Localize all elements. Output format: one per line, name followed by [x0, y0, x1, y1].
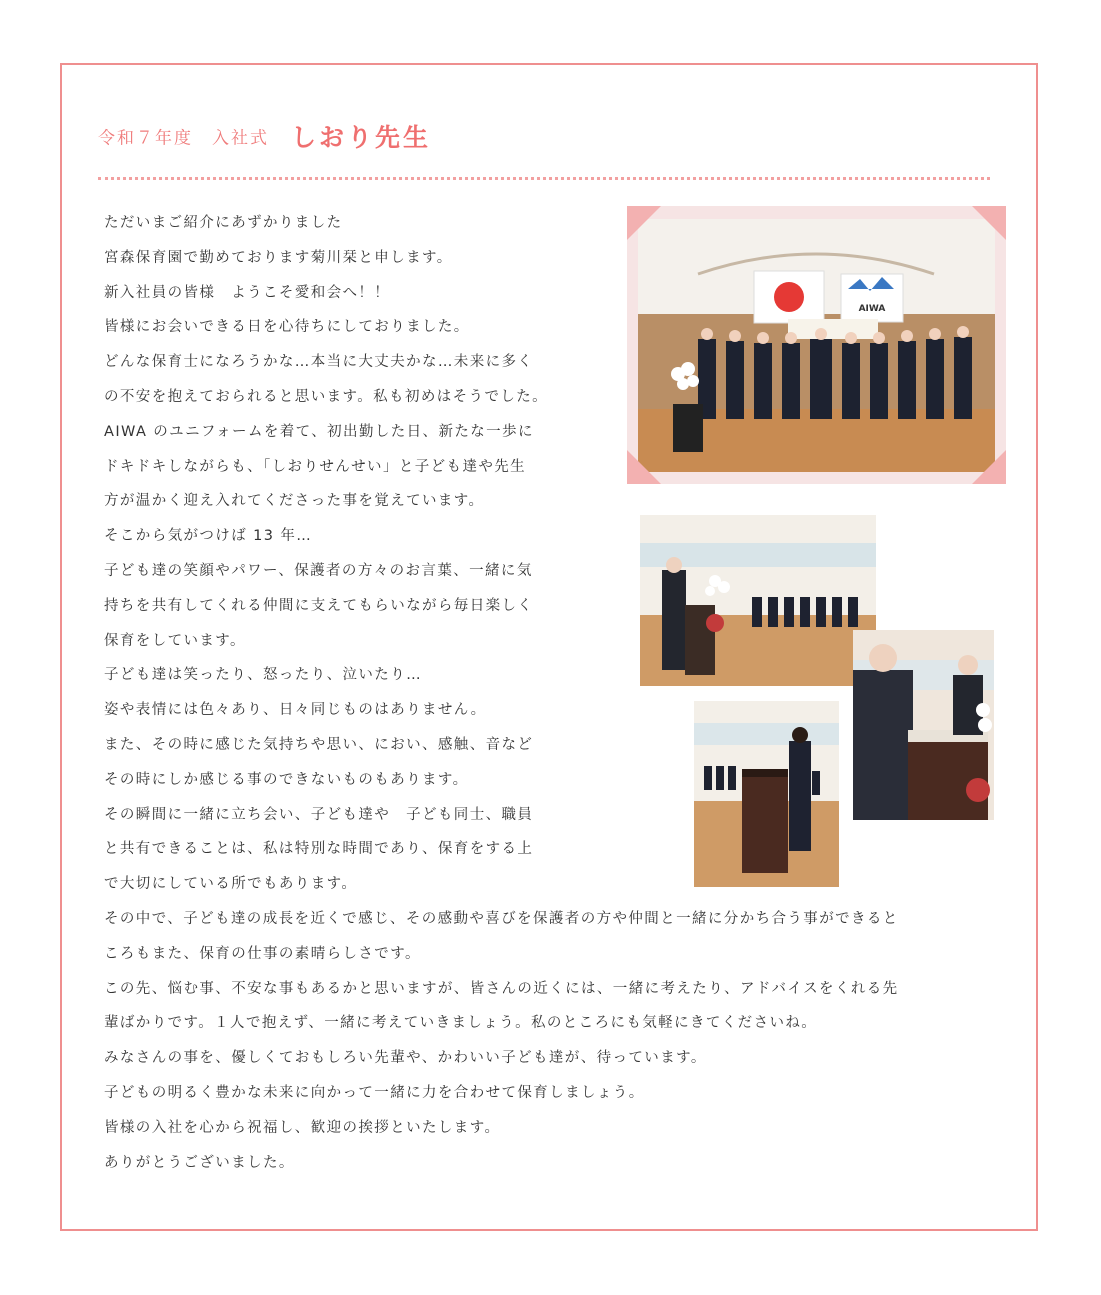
group-photo — [638, 219, 995, 472]
text-line: 子ども達の笑顔やパワー、保護者の方々のお言葉、一緒に気 — [104, 562, 533, 579]
text-line: ありがとうございました。 — [104, 1154, 295, 1171]
text-line: 子どもの明るく豊かな未来に向かって一緒に力を合わせて保育しましょう。 — [104, 1084, 645, 1101]
text-line: の不安を抱えておられると思います。私も初めはそうでした。 — [104, 388, 549, 405]
corner-tab-top-left — [627, 206, 661, 240]
text-line: また、その時に感じた気持ちや思い、におい、感触、音など — [104, 736, 534, 753]
text-line: と共有できることは、私は特別な時間であり、保育をする上 — [104, 841, 534, 858]
page-heading — [98, 118, 431, 158]
dotted-divider — [98, 177, 990, 180]
event-subtitle: 令和７年度 入社式 — [98, 128, 269, 149]
text-line: 宮森保育園で勤めております菊川栞と申します。 — [104, 249, 453, 266]
page-title: しおり先生 — [291, 123, 432, 152]
text-line: そこから気がつけば 13 年… — [104, 528, 313, 545]
text-line: 新入社員の皆様 ようこそ愛和会へ！！ — [104, 284, 391, 301]
text-line: この先、悩む事、不安な事もあるかと思いますが、皆さんの近くには、一緒に考えたり、アドバイスをくれる先 — [104, 980, 899, 997]
podium-speech-photo — [640, 515, 876, 686]
text-line: 子ども達は笑ったり、怒ったり、泣いたり… — [104, 667, 422, 684]
text-line: その瞬間に一緒に立ち会い、子ども達や 子ども同士、職員 — [104, 806, 534, 823]
reply-speech-photo — [694, 701, 839, 887]
certificate-photo — [853, 630, 994, 820]
text-line: 皆様にお会いできる日を心待ちにしておりました。 — [104, 319, 470, 336]
text-line: ころもまた、保育の仕事の素晴らしさです。 — [104, 945, 421, 962]
group-photo-frame — [627, 206, 1006, 484]
text-line: その時にしか感じる事のできないものもあります。 — [104, 771, 469, 788]
text-line: みなさんの事を、優しくておもしろい先輩や、かわいい子ども達が、待っています。 — [104, 1050, 707, 1067]
text-line: 方が温かく迎え入れてくださった事を覚えています。 — [104, 493, 485, 510]
text-line: その中で、子ども達の成長を近くで感じ、その感動や喜びを保護者の方や仲間と一緒に分かち合う事ができると — [104, 910, 899, 927]
text-line: 保育をしています。 — [104, 632, 246, 649]
corner-tab-top-right — [972, 206, 1006, 240]
text-line: ただいまご紹介にあずかりました — [104, 215, 343, 231]
corner-tab-bottom-left — [627, 450, 661, 484]
text-line: 皆様の入社を心から祝福し、歓迎の挨拶といたします。 — [104, 1119, 501, 1136]
aiwa-banner-text: AIWA — [858, 304, 886, 314]
text-line: 姿や表情には色々あり、日々同じものはありません。 — [104, 702, 487, 719]
text-line: AIWA のユニフォームを着て、初出勤した日、新たな一歩に — [104, 423, 534, 440]
text-line: 輩ばかりです。１人で抱えず、一緒に考えていきましょう。私のところにも気軽にきてくださいね。 — [104, 1015, 818, 1032]
text-line: どんな保育士になろうかな…本当に大丈夫かな…未来に多く — [104, 354, 534, 371]
text-line: 持ちを共有してくれる仲間に支えてもらいながら毎日楽しく — [104, 597, 534, 614]
corner-tab-bottom-right — [972, 450, 1006, 484]
text-line: ドキドキしながらも、「しおりせんせい」と子ども達や先生 — [104, 458, 527, 475]
text-line: で大切にしている所でもあります。 — [104, 876, 358, 893]
